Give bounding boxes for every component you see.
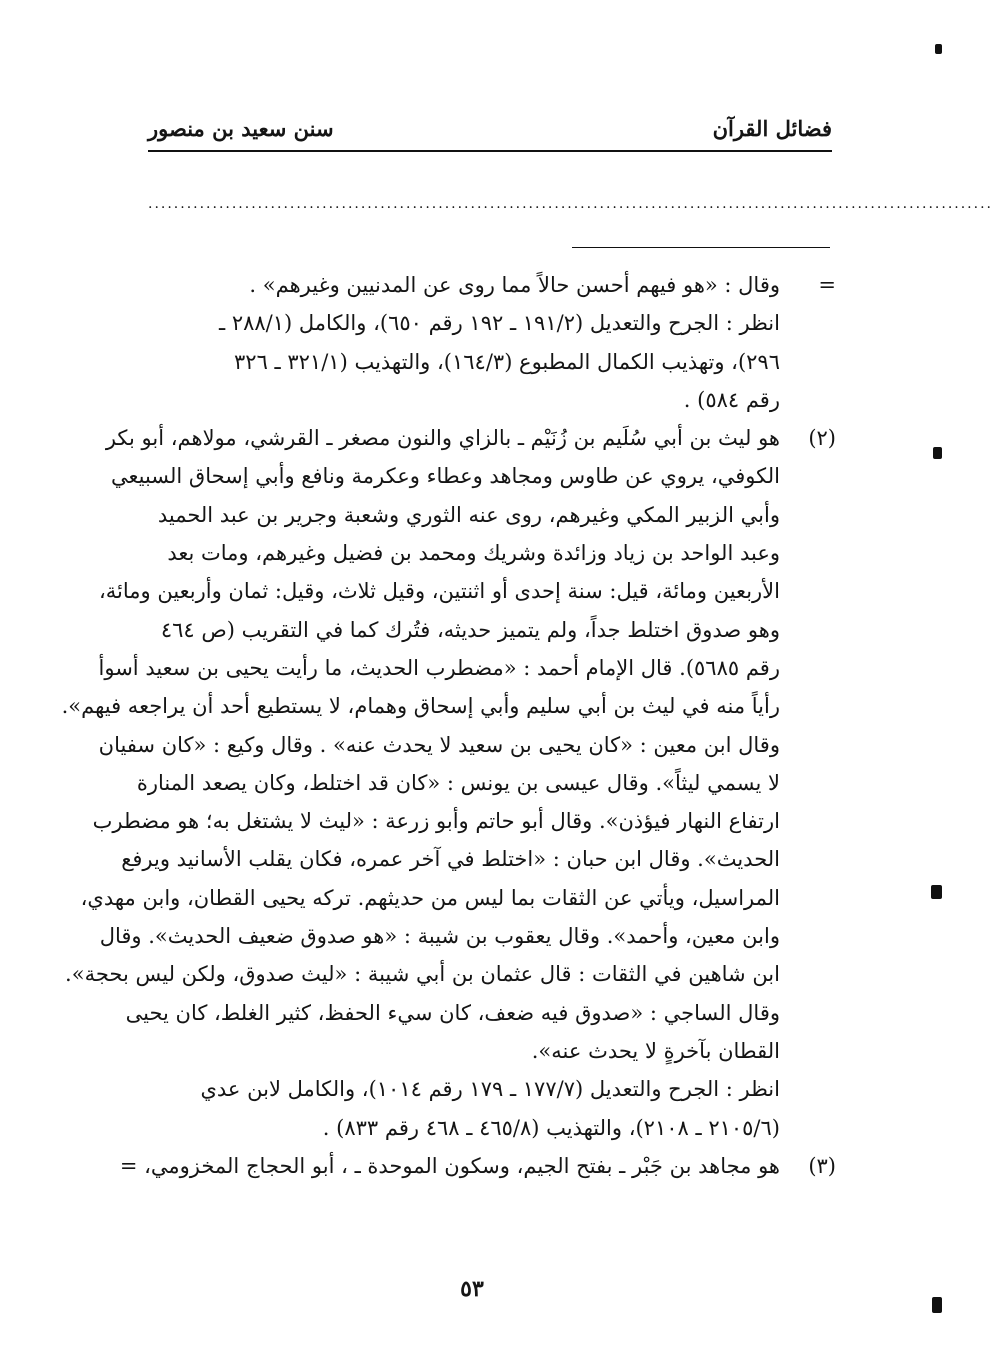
footnote-rule	[572, 247, 830, 248]
footnote-line: (٢١٠٥/٦ ـ ٢١٠٨)، والتهذيب (٤٦٥/٨ ـ ٤٦٨ رقم ٨٣٣) .	[322, 1115, 780, 1140]
scan-edge-mark	[933, 447, 942, 459]
footnote-line: رقم ٥٦٨٥). قال الإمام أحمد : «مضطرب الحديث، ما رأيت يحيى بن سعيد أسوأ	[98, 655, 780, 680]
header-section-title: فضائل القرآن	[712, 115, 832, 141]
page-number: ٥٣	[460, 1276, 484, 1302]
footnote-line: رأياً منه في ليث بن أبي سليم وأبي إسحاق وهمام، لا يستطيع أحد أن يراجعه فيهم».	[61, 694, 780, 719]
footnote-line: هو ليث بن أبي سُلَيم بن زُنَيْم ـ بالزاي والنون مصغر ـ القرشي، مولاهم، أبو بكر	[105, 426, 780, 451]
footnote-line: ابن شاهين في الثقات : قال عثمان بن أبي شيبة : «ليث صدوق، ولكن ليس بحجة».	[65, 962, 780, 987]
footnote-line: وقال : «هو فيهم أحسن حالاً مما روى عن المدنيين وغيرهم» .	[249, 273, 780, 297]
footnote-line: لا يسمي ليثاً». وقال عيسى بن يونس : «كان قد اختلط، وكان يصعد المنارة	[136, 770, 780, 795]
footnote-line: وأبي الزبير المكي وغيرهم، روى عنه الثوري وشعبة وجرير بن عبد الحميد	[157, 502, 780, 527]
footnote-line: رقم ٥٨٤) .	[683, 387, 780, 412]
footnote-line: وعبد الواحد بن زياد وزائدة وشريك ومحمد بن فضيل وغيرهم، ومات بعد	[167, 541, 780, 566]
footnote-marker: (٢)	[808, 426, 836, 451]
footnote-line: وقال الساجي : «صدوق فيه ضعف، كان سيء الحفظ، كثير الغلط، كان يحيى	[125, 1000, 780, 1025]
footnote-marker: =	[818, 273, 836, 297]
footnote-line: انظر : الجرح والتعديل (١٩١/٢ ـ ١٩٢ رقم ٦٥٠)، والكامل (٢٨٨/١ ـ	[218, 311, 780, 336]
footnote-continuation	[84, 266, 836, 419]
footnote-line: المراسيل، ويأتي عن الثقات بما ليس من حديثهم. تركه يحيى القطان، وابن مهدي،	[80, 885, 780, 910]
footnote-line: القطان بآخرةٍ لا يحدث عنه».	[531, 1038, 780, 1063]
footnote-line: هو مجاهد بن جَبْر ـ بفتح الجيم، وسكون الموحدة ـ ، أبو الحجاج المخزومي، =	[119, 1153, 780, 1178]
footnote-line: ارتفاع النهار فيؤذن». وقال أبو حاتم وأبو زرعة : «ليث لا يشتغل به؛ هو مضطرب	[92, 809, 780, 834]
scan-edge-mark	[932, 1297, 942, 1313]
page-header	[148, 108, 832, 148]
scan-edge-mark	[931, 885, 942, 899]
footnote-line: الكوفي، يروي عن طاوس ومجاهد وعطاء وعكرمة ونافع وأبي إسحاق السبيعي	[110, 464, 780, 489]
footnote-line: وهو صدوق اختلط جداً، ولم يتميز حديثه، فتُرك كما في التقريب (ص ٤٦٤	[160, 617, 780, 642]
footnote-3	[84, 1147, 836, 1185]
dotted-separator: ...................................................................................................................................	[148, 196, 993, 212]
scan-edge-mark	[935, 44, 942, 54]
footnote-line: ٢٩٦)، وتهذيب الكمال المطبوع (١٦٤/٣)، والتهذيب (٣٢١/١ ـ ٣٢٦	[234, 349, 780, 374]
footnote-marker: (٣)	[808, 1153, 836, 1178]
footnote-line: وابن معين، وأحمد». وقال يعقوب بن شيبة : «هو صدوق ضعيف الحديث». وقال	[99, 924, 780, 949]
footnote-line: الحديث». وقال ابن حبان : «اختلط في آخر عمره، فكان يقلب الأسانيد ويرفع	[121, 847, 780, 872]
header-rule	[148, 150, 832, 152]
footnote-line: الأربعين ومائة، قيل: سنة إحدى أو اثنتين، وقيل ثلاث، وقيل: ثمان وأربعين ومائة،	[98, 579, 780, 604]
footnote-line: انظر : الجرح والتعديل (١٧٧/٧ ـ ١٧٩ رقم ١٠١٤)، والكامل لابن عدي	[200, 1077, 780, 1102]
footnote-2	[61, 419, 836, 1147]
footnote-line: وقال ابن معين : «كان يحيى بن سعيد لا يحدث عنه» . وقال وكيع : «كان سفيان	[98, 732, 780, 757]
footnotes	[61, 266, 836, 1185]
header-book-title: سنن سعيد بن منصور	[148, 115, 334, 141]
